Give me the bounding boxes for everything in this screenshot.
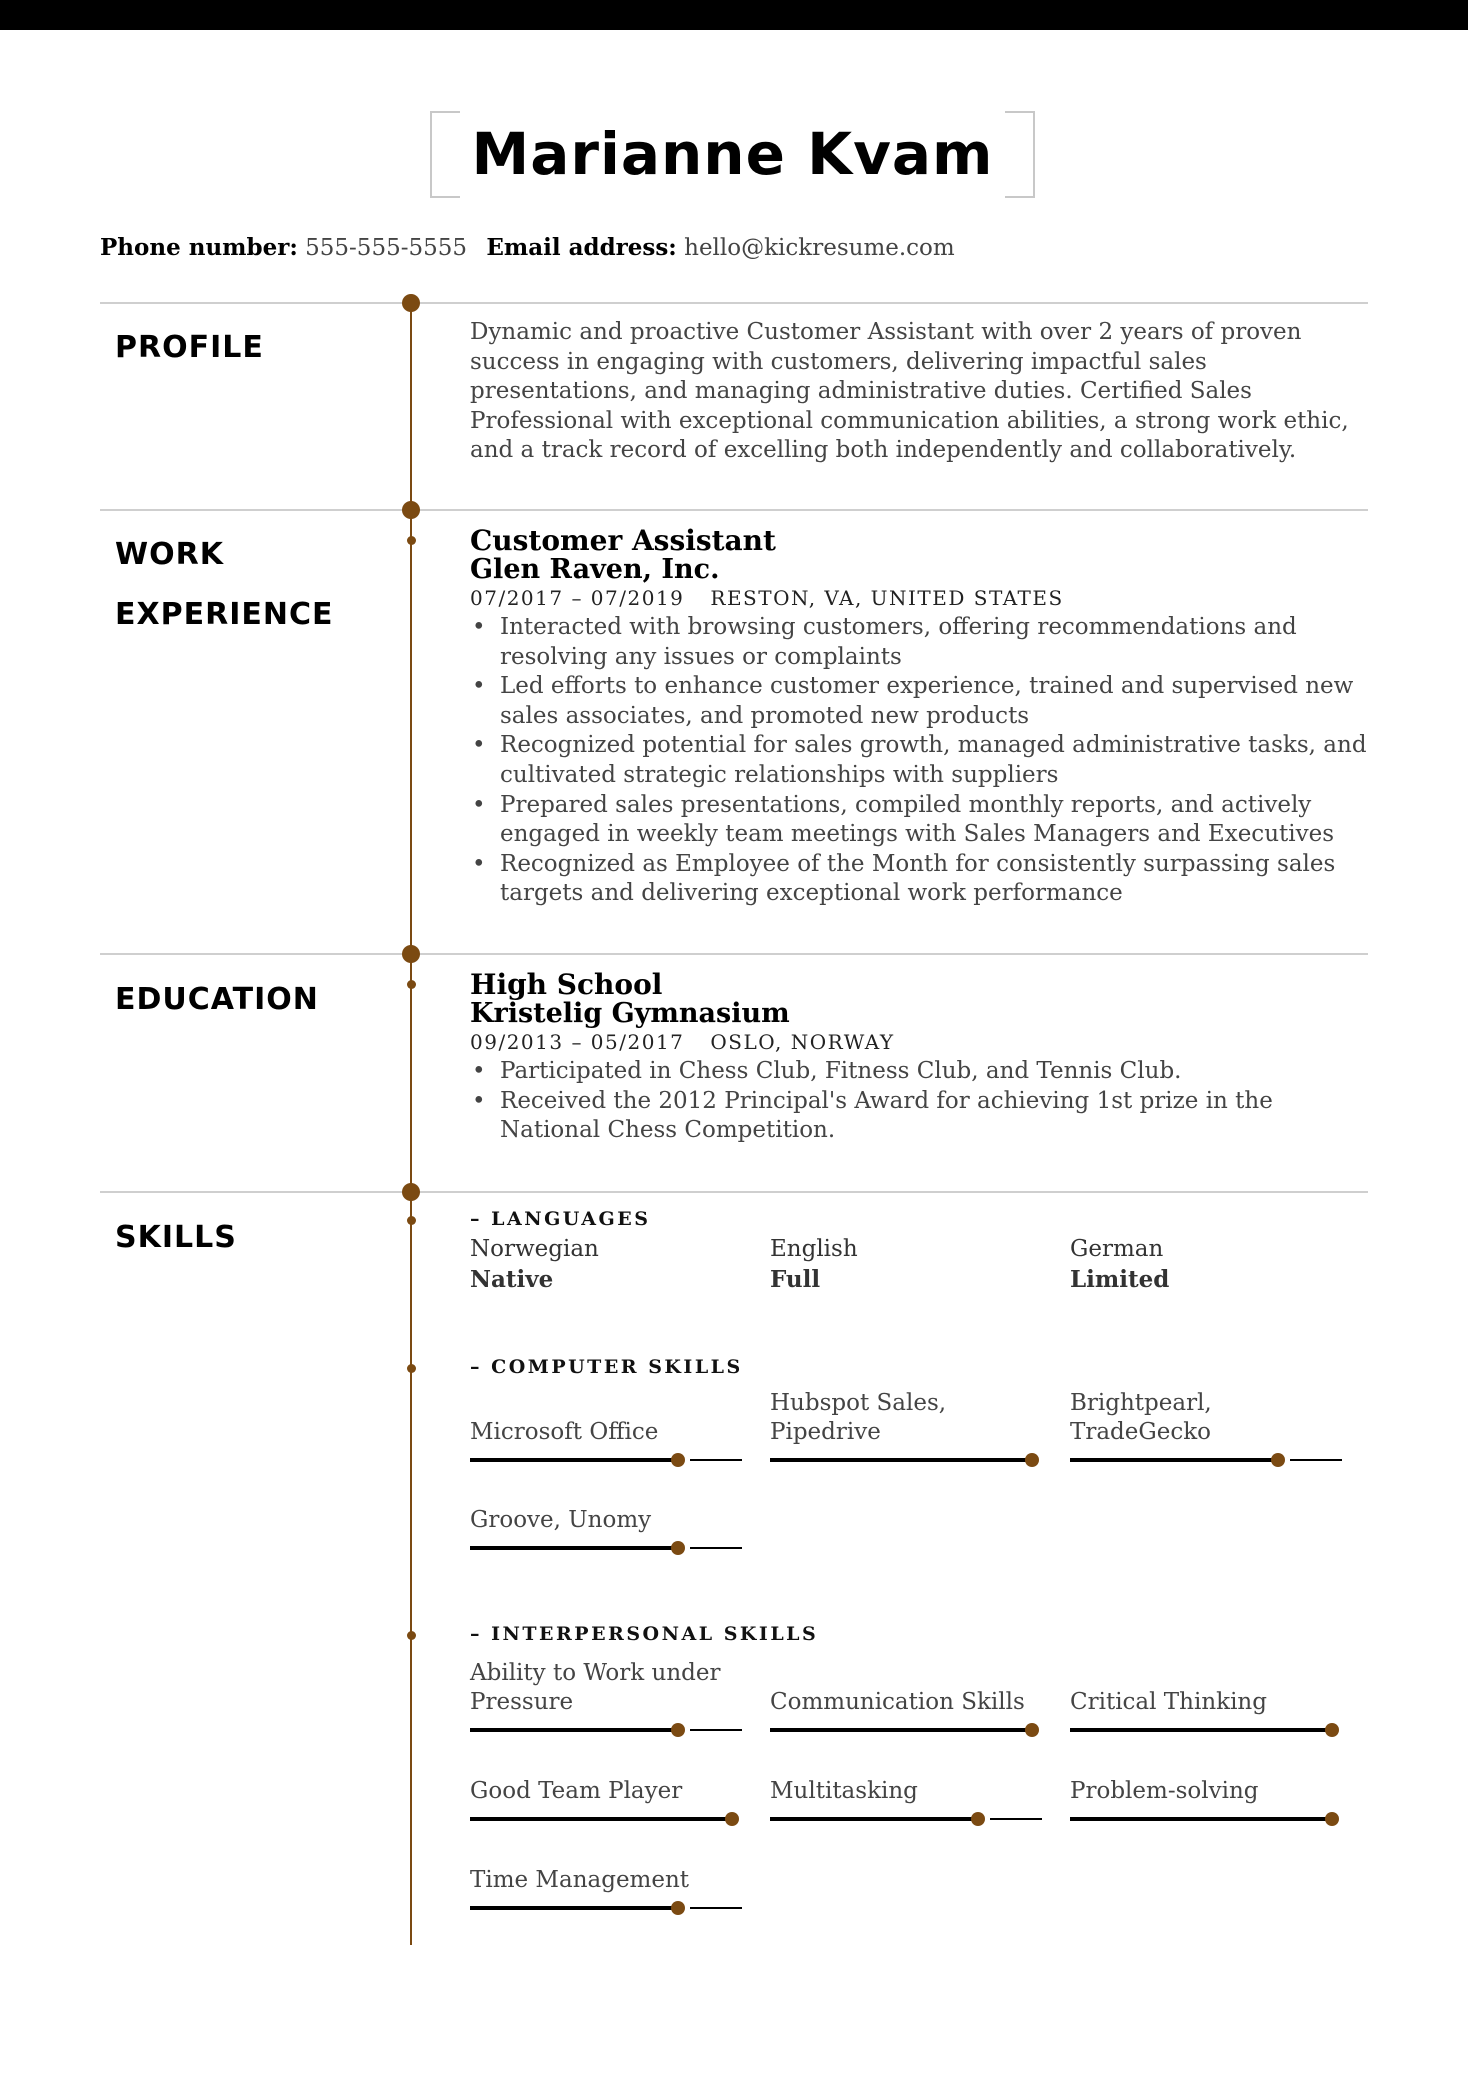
skill-item bbox=[470, 1659, 742, 1732]
computer-skills-heading: – COMPUTER SKILLS bbox=[470, 1356, 743, 1378]
job-title: Customer Assistant bbox=[470, 524, 776, 557]
section-divider bbox=[100, 953, 1368, 955]
skill-bar bbox=[470, 1546, 742, 1550]
name-header bbox=[430, 111, 1035, 198]
profile-section bbox=[470, 318, 1370, 466]
skill-item bbox=[770, 1389, 1042, 1462]
skill-level-knob bbox=[1325, 1723, 1339, 1737]
email-value: hello@kickresume.com bbox=[684, 235, 955, 261]
list-item: • Recognized as Employee of the Month for consistently surpassing sales targets and delivering exceptional work performance bbox=[500, 850, 1370, 909]
list-item: • Led efforts to enhance customer experience, trained and supervised new sales associates, and promoted new products bbox=[500, 672, 1370, 731]
work-bullets bbox=[470, 613, 1370, 909]
skill-bar-track bbox=[1290, 1459, 1342, 1461]
skill-bar bbox=[1070, 1728, 1342, 1732]
skill-level-knob bbox=[1271, 1453, 1285, 1467]
language-item bbox=[1070, 1235, 1350, 1294]
section-title-work: WORK EXPERIENCE bbox=[115, 537, 334, 632]
skill-level-knob bbox=[671, 1453, 685, 1467]
skill-label: Problem-solving bbox=[1070, 1778, 1259, 1805]
education-location: OSLO, NORWAY bbox=[710, 1030, 895, 1054]
section-divider bbox=[100, 302, 1368, 304]
skill-bar-fill bbox=[470, 1906, 678, 1910]
skill-bar-fill bbox=[1070, 1728, 1332, 1732]
skill-level-knob bbox=[1025, 1453, 1039, 1467]
timeline-dot-small bbox=[407, 1364, 416, 1373]
skill-label: Ability to Work under Pressure bbox=[470, 1659, 721, 1716]
skill-level-knob bbox=[671, 1541, 685, 1555]
skill-item bbox=[770, 1689, 1042, 1732]
list-item: • Participated in Chess Club, Fitness Club, and Tennis Club. bbox=[500, 1057, 1370, 1087]
profile-text: Dynamic and proactive Customer Assistant with over 2 years of proven success in engaging with customers, delivering impactful sales presentations, and managing administrative duties. Certified Sales Professional with exceptional communication abilities, a strong work ethic, and a track record of excelling both independently and collaboratively. bbox=[470, 319, 1349, 464]
skill-label: Brightpearl, TradeGecko bbox=[1070, 1389, 1212, 1446]
email-label: Email address: bbox=[486, 234, 677, 261]
skill-label: Groove, Unomy bbox=[470, 1507, 652, 1534]
phone-value: 555-555-5555 bbox=[305, 235, 468, 261]
skill-bar-fill bbox=[470, 1817, 732, 1821]
skill-bar-track bbox=[690, 1459, 742, 1461]
skill-bar bbox=[770, 1458, 1042, 1462]
skill-bar-track bbox=[990, 1818, 1042, 1820]
skill-item bbox=[1070, 1389, 1342, 1462]
section-divider bbox=[100, 509, 1368, 511]
skill-bar-fill bbox=[470, 1728, 678, 1732]
skill-bar bbox=[1070, 1817, 1342, 1821]
skill-bar bbox=[1070, 1458, 1342, 1462]
language-name: German bbox=[1070, 1236, 1164, 1262]
education-bullets bbox=[470, 1057, 1370, 1146]
degree-title: High School bbox=[470, 968, 663, 1001]
skill-bar-fill bbox=[470, 1458, 678, 1462]
education-section bbox=[470, 970, 1370, 1146]
skill-bar bbox=[770, 1728, 1042, 1732]
list-item: • Received the 2012 Principal's Award for achieving 1st prize in the National Chess Competition. bbox=[500, 1087, 1370, 1146]
skill-bar-fill bbox=[1070, 1817, 1332, 1821]
section-title-skills: SKILLS bbox=[115, 1220, 237, 1255]
section-divider bbox=[100, 1191, 1368, 1193]
job-dates: 07/2017 – 07/2019 bbox=[470, 586, 685, 610]
skill-item bbox=[1070, 1778, 1342, 1821]
skill-bar-track bbox=[690, 1729, 742, 1731]
skill-bar-fill bbox=[470, 1546, 678, 1550]
skill-label: Hubspot Sales, Pipedrive bbox=[770, 1389, 947, 1446]
skill-label: Communication Skills bbox=[770, 1689, 1025, 1716]
list-item: • Recognized potential for sales growth, managed administrative tasks, and cultivated strategic relationships with suppliers bbox=[500, 731, 1370, 790]
language-level: Native bbox=[470, 1265, 554, 1293]
skill-bar bbox=[470, 1728, 742, 1732]
skill-bar bbox=[470, 1817, 742, 1821]
skill-bar-fill bbox=[770, 1728, 1032, 1732]
phone-label: Phone number: bbox=[100, 234, 298, 261]
language-level: Full bbox=[770, 1265, 821, 1293]
skill-bar bbox=[470, 1906, 742, 1910]
top-bar bbox=[0, 0, 1468, 30]
education-meta bbox=[470, 1028, 1370, 1057]
language-item bbox=[470, 1235, 750, 1294]
timeline-dot bbox=[402, 945, 420, 963]
skill-bar-fill bbox=[1070, 1458, 1278, 1462]
language-name: English bbox=[770, 1236, 858, 1262]
contact-line bbox=[100, 234, 967, 261]
education-dates: 09/2013 – 05/2017 bbox=[470, 1030, 685, 1054]
skill-level-knob bbox=[671, 1901, 685, 1915]
skill-label: Critical Thinking bbox=[1070, 1689, 1267, 1716]
skill-level-knob bbox=[725, 1812, 739, 1826]
skill-bar bbox=[770, 1817, 1042, 1821]
timeline-dot-small bbox=[407, 1631, 416, 1640]
school-name: Kristelig Gymnasium bbox=[470, 998, 790, 1029]
skill-label: Microsoft Office bbox=[470, 1419, 659, 1446]
interpersonal-skills-heading: – INTERPERSONAL SKILLS bbox=[470, 1623, 819, 1645]
section-title-education: EDUCATION bbox=[115, 982, 319, 1017]
timeline-dot bbox=[402, 1183, 420, 1201]
skill-item bbox=[470, 1867, 742, 1910]
skill-level-knob bbox=[671, 1723, 685, 1737]
skill-item bbox=[470, 1507, 742, 1550]
language-item bbox=[770, 1235, 1050, 1294]
skill-label: Good Team Player bbox=[470, 1778, 683, 1805]
skill-bar bbox=[470, 1458, 742, 1462]
timeline-dot bbox=[402, 294, 420, 312]
job-meta bbox=[470, 584, 1370, 613]
skill-label: Time Management bbox=[470, 1867, 690, 1894]
job-location: RESTON, VA, UNITED STATES bbox=[710, 586, 1064, 610]
language-name: Norwegian bbox=[470, 1236, 599, 1262]
skill-item bbox=[1070, 1689, 1342, 1732]
skill-level-knob bbox=[1325, 1812, 1339, 1826]
section-title-profile: PROFILE bbox=[115, 330, 264, 365]
language-level: Limited bbox=[1070, 1265, 1170, 1293]
skill-label: Multitasking bbox=[770, 1778, 918, 1805]
skill-item bbox=[470, 1778, 742, 1821]
candidate-name: Marianne Kvam bbox=[471, 120, 994, 188]
work-section bbox=[470, 526, 1370, 909]
company-name: Glen Raven, Inc. bbox=[470, 554, 720, 585]
skill-item bbox=[770, 1778, 1042, 1821]
list-item: • Interacted with browsing customers, offering recommendations and resolving any issues or complaints bbox=[500, 613, 1370, 672]
skill-item bbox=[470, 1419, 742, 1462]
list-item: • Prepared sales presentations, compiled monthly reports, and actively engaged in weekly team meetings with Sales Managers and Executives bbox=[500, 791, 1370, 850]
skill-bar-fill bbox=[770, 1458, 1032, 1462]
skill-bar-track bbox=[690, 1547, 742, 1549]
skill-level-knob bbox=[971, 1812, 985, 1826]
skill-bar-fill bbox=[770, 1817, 978, 1821]
skill-level-knob bbox=[1025, 1723, 1039, 1737]
languages-heading: – LANGUAGES bbox=[470, 1208, 651, 1230]
timeline-dot bbox=[402, 501, 420, 519]
skill-bar-track bbox=[690, 1907, 742, 1909]
